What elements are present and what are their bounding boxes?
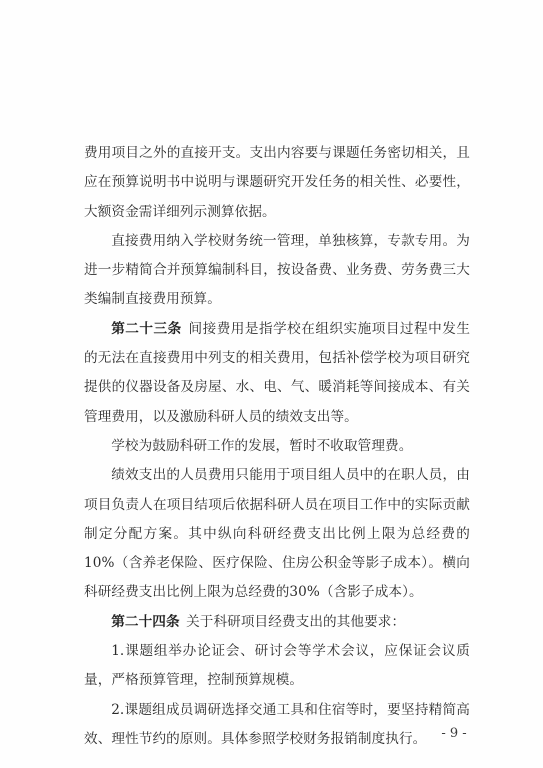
paragraph-text: 绩效支出的人员费用只能用于项目组人员中的在职人员，由项目负责人在项目结项后依据科研人员在项目工作中的实际贡献制定分配方案。其中纵向科研经费支出比例上限为总经费的10%（含养老保险、医疗保险、住房公积金等影子成本）。横向科研经费支出比例上限为总经费的30%（含影子成本）。 <box>84 467 470 601</box>
paragraph-text: 间接费用是指学校在组织实施项目过程中发生的无法在直接费用中列支的相关费用，包括补偿学校为项目研究提供的仪器设备及房屋、水、电、气、暖消耗等间接成本、有关管理费用，以及激励科研人员的绩效支出等。 <box>84 320 471 425</box>
article-23-paragraph <box>84 315 470 432</box>
list-item-2 <box>84 696 470 755</box>
paragraph-text: 费用项目之外的直接开支。支出内容要与课题任务密切相关，且应在预算说明书中说明与课题研究开发任务的相关性、必要性，大额资金需详细列示测算依据。 <box>84 145 470 220</box>
document-body <box>84 139 470 754</box>
paragraph-text: 学校为鼓励科研工作的发展，暂时不收取管理费。 <box>111 437 413 454</box>
paragraph-text: 1.课题组举办论证会、研讨会等学术会议，应保证会议质量，严格预算管理，控制预算规模。 <box>84 643 470 689</box>
paragraph-text: 直接费用纳入学校财务统一管理，单独核算，专款专用。为进一步精简合并预算编制科目，按设备费、业务费、劳务费三大类编制直接费用预算。 <box>84 232 470 308</box>
paragraph-2 <box>84 227 470 315</box>
paragraph-text: 关于科研项目经费支出的其他要求： <box>186 613 406 630</box>
list-item-1 <box>84 637 470 696</box>
article-label: 第二十三条 <box>111 320 182 337</box>
paragraph-5 <box>84 461 470 607</box>
paragraph-4 <box>84 432 470 461</box>
paragraph-text: 2.课题组成员调研选择交通工具和住宿等时，要坚持精简高效、理性节约的原则。具体参照学校财务报销制度执行。 <box>84 701 470 747</box>
paragraph-1 <box>84 139 470 227</box>
page-number: - 9 - <box>441 726 467 741</box>
article-24-paragraph <box>84 608 470 637</box>
article-label: 第二十四条 <box>111 613 180 630</box>
